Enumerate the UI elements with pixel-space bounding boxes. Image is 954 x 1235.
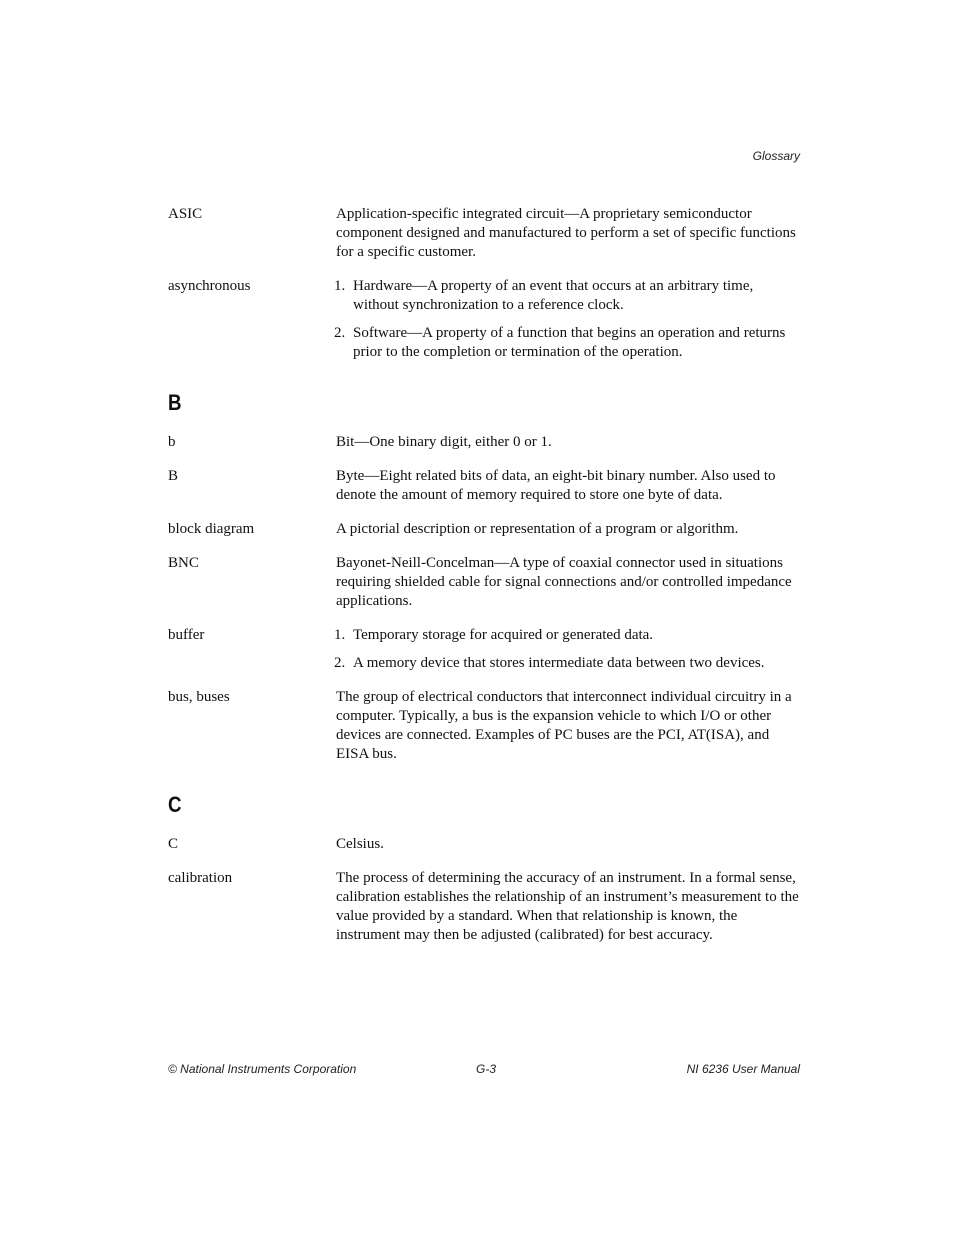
glossary-entry [168, 554, 800, 611]
running-header: Glossary [752, 149, 800, 163]
footer-manual-title: NI 6236 User Manual [686, 1062, 800, 1076]
glossary-definition: Application-specific integrated circuit—A proprietary semiconductor component designed and manufactured to perform a set of specific functions for a specific customer. [336, 206, 796, 260]
glossary-entry [168, 835, 800, 854]
page-footer [168, 1062, 800, 1078]
glossary-definition: Byte—Eight related bits of data, an eight-bit binary number. Also used to denote the amount of memory required to store one byte of data. [336, 468, 776, 503]
item-text: Hardware—A property of an event that occurs at an arbitrary time, without synchronization to a reference clock. [353, 278, 754, 313]
page-number: G-3 [476, 1062, 497, 1076]
glossary-term: C [168, 836, 179, 852]
glossary-entry [168, 626, 800, 673]
glossary-entry [168, 520, 800, 539]
item-number: 1. [334, 627, 346, 643]
item-text: Temporary storage for acquired or generated data. [353, 627, 654, 643]
glossary-entry [168, 869, 800, 945]
item-number: 1. [334, 278, 346, 294]
glossary-definition: Celsius. [336, 836, 384, 852]
glossary-entry [168, 433, 800, 452]
glossary-term: bus, buses [168, 689, 230, 705]
glossary-entry [168, 467, 800, 505]
glossary-definition: The group of electrical conductors that interconnect individual circuitry in a computer. Typically, a bus is the expansion vehicle to which I/O or other devices are connected. Examples of PC buses are the PCI, AT(ISA), and EISA bus. [336, 689, 792, 762]
section-heading-b: B [168, 390, 182, 415]
numbered-item [334, 626, 800, 645]
item-number: 2. [334, 655, 346, 671]
numbered-item [334, 324, 800, 362]
glossary-definition: The process of determining the accuracy of an instrument. In a formal sense, calibration establishes the relationship of an instrument’s measurement to the value provided by a standard. When that relationship is known, the instrument may then be adjusted (calibrated) for best accuracy. [336, 870, 799, 943]
glossary-term: B [168, 468, 179, 484]
footer-copyright: © National Instruments Corporation [168, 1062, 357, 1076]
glossary-definition: Bit—One binary digit, either 0 or 1. [336, 434, 552, 450]
glossary-term: block diagram [168, 521, 255, 537]
glossary-definition-list [336, 277, 800, 362]
item-text: Software—A property of a function that begins an operation and returns prior to the completion or termination of the operation. [353, 325, 786, 360]
glossary-definition: A pictorial description or representation of a program or algorithm. [336, 521, 739, 537]
numbered-item [334, 277, 800, 315]
item-text: A memory device that stores intermediate data between two devices. [353, 655, 765, 671]
glossary-section-b [168, 433, 800, 779]
glossary-entry [168, 688, 800, 764]
glossary-definition-list [336, 626, 800, 673]
glossary-term: calibration [168, 870, 233, 886]
glossary-entry [168, 277, 800, 362]
numbered-item [334, 654, 800, 673]
item-number: 2. [334, 325, 346, 341]
section-heading-c: C [168, 792, 182, 817]
glossary-term: b [168, 434, 176, 450]
glossary-section-c [168, 835, 800, 960]
glossary-section-a [168, 205, 800, 377]
glossary-entry [168, 205, 800, 262]
glossary-definition: Bayonet-Neill-Concelman—A type of coaxial connector used in situations requiring shielded cable for signal connections and/or controlled impedance applications. [336, 555, 792, 609]
glossary-term: BNC [168, 555, 199, 571]
glossary-term: buffer [168, 627, 205, 643]
glossary-term: asynchronous [168, 278, 251, 294]
glossary-term: ASIC [168, 206, 203, 222]
